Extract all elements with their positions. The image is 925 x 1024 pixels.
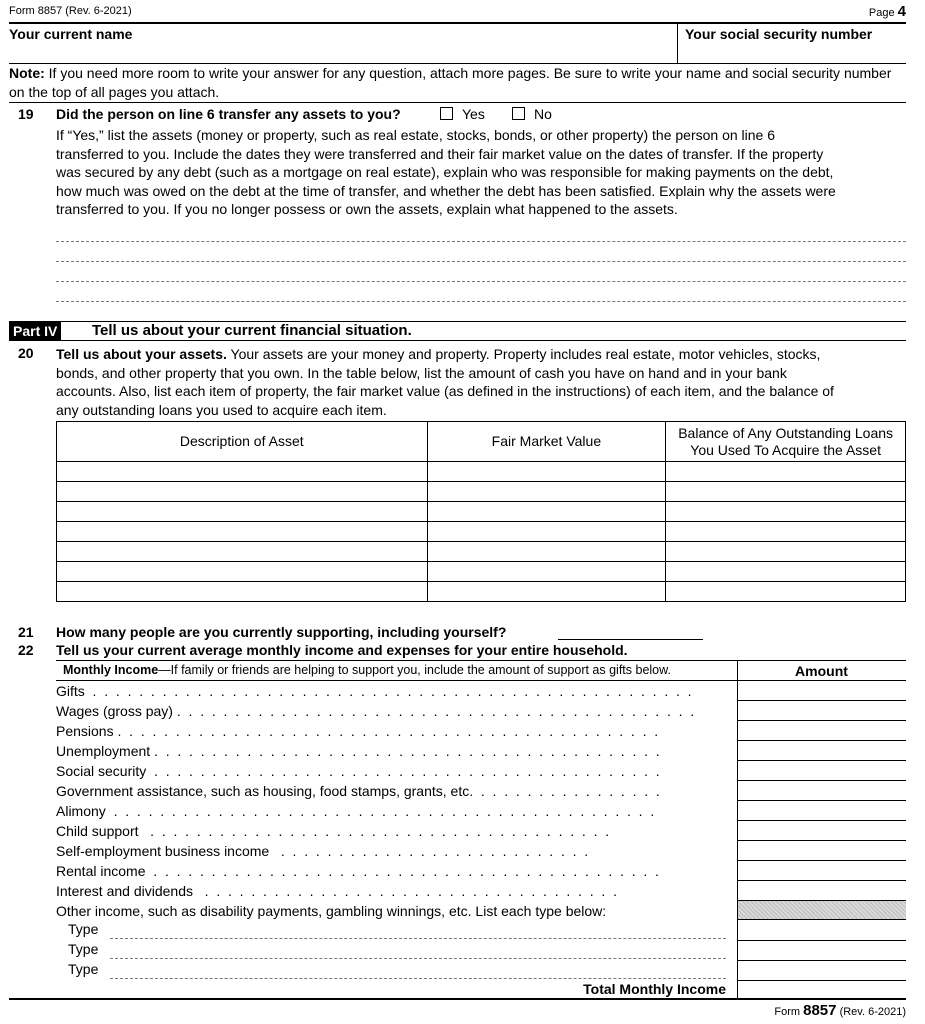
amount-pensions-field[interactable] — [737, 721, 906, 741]
footer-rev: (Rev. 6-2021) — [839, 1006, 906, 1018]
amount-alimony-field[interactable] — [737, 801, 906, 821]
asset-description-cell[interactable] — [57, 582, 428, 602]
income-table-top-rule — [56, 660, 906, 661]
type-input-line[interactable] — [110, 938, 726, 939]
asset-fmv-cell[interactable] — [427, 462, 666, 482]
asset-description-cell[interactable] — [57, 542, 428, 562]
income-row-rental: Rental income . . . . . . . . . . . . . . . . . . . . . . . . . . . . . . . . . . . . . . . . . . . . — [56, 863, 659, 879]
q19-no-checkbox[interactable] — [512, 107, 525, 120]
income-row-other: Other income, such as disability payments, gambling winnings, etc. List each type below: — [56, 903, 607, 919]
q19-line: transferred to you. Include the dates they were transferred and their fair market value on the dates of transfer. If the property — [56, 145, 824, 162]
amount-government-assistance-field[interactable] — [737, 781, 906, 801]
col-loans-header — [666, 422, 906, 462]
asset-loan-cell[interactable] — [666, 502, 906, 522]
amount-gifts-field[interactable] — [737, 681, 906, 701]
page-indicator — [869, 3, 906, 20]
table-row — [57, 462, 906, 482]
table-row — [57, 542, 906, 562]
q20-bold: Tell us about your assets. — [56, 346, 227, 362]
income-row-wages: Wages (gross pay) . . . . . . . . . . . . . . . . . . . . . . . . . . . . . . . . . . . . . . . . . . . . . — [56, 703, 695, 719]
asset-description-cell[interactable] — [57, 482, 428, 502]
footer-rule — [9, 998, 737, 1000]
asset-description-cell[interactable] — [57, 502, 428, 522]
form-revision: Form 8857 (Rev. 6-2021) — [9, 5, 132, 17]
income-row-child-support: Child support . . . . . . . . . . . . . . . . . . . . . . . . . . . . . . . . . . . . . . . . — [56, 823, 610, 839]
q20-line: bonds, and other property that you own. In the table below, list the amount of cash you have on hand and in your bank — [56, 364, 787, 381]
q19-answer-line[interactable] — [56, 301, 906, 302]
type-input-line[interactable] — [110, 978, 726, 979]
type-label: Type — [68, 961, 99, 977]
assets-table — [56, 421, 906, 602]
q19-answer-line[interactable] — [56, 261, 906, 262]
amount-rental-field[interactable] — [737, 861, 906, 881]
income-row-self-employment: Self-employment business income . . . . . . . . . . . . . . . . . . . . . . . . . . . — [56, 843, 589, 859]
asset-description-cell[interactable] — [57, 462, 428, 482]
note — [9, 64, 909, 101]
asset-loan-cell[interactable] — [666, 482, 906, 502]
amount-total-field[interactable] — [737, 981, 906, 1000]
q20-text — [56, 345, 834, 419]
q19-answer-line[interactable] — [56, 281, 906, 282]
people-supported-field[interactable] — [558, 622, 703, 640]
name-label: Your current name — [9, 26, 133, 42]
q19-line: was secured by any debt (such as a mortgage on real estate), explain who was responsible for making payments on the debt, — [56, 164, 834, 180]
table-row — [57, 482, 906, 502]
q19-yes-label: Yes — [462, 106, 485, 122]
q22-number: 22 — [18, 642, 34, 658]
amount-self-employment-field[interactable] — [737, 841, 906, 861]
name-ssn-divider — [677, 23, 678, 63]
col-loans-header-line1: Balance of Any Outstanding Loans — [678, 424, 894, 441]
asset-fmv-cell[interactable] — [427, 562, 666, 582]
table-row — [57, 562, 906, 582]
amount-social-security-field[interactable] — [737, 761, 906, 781]
income-row-unemployment: Unemployment . . . . . . . . . . . . . . . . . . . . . . . . . . . . . . . . . . . . . . . . . . . . — [56, 743, 660, 759]
note-text: If you need more room to write your answer for any question, attach more pages. Be sure to write your name and social security number on the top of all pages you attach. — [9, 65, 892, 100]
name-field[interactable] — [10, 40, 676, 62]
footer-form-id — [774, 1002, 906, 1019]
page-number: 4 — [897, 3, 906, 20]
amount-unemployment-field[interactable] — [737, 741, 906, 761]
col-fmv-header: Fair Market Value — [427, 422, 666, 462]
income-row-alimony: Alimony . . . . . . . . . . . . . . . . . . . . . . . . . . . . . . . . . . . . . . . . . . . . . . . — [56, 803, 655, 819]
q22-question: Tell us your current average monthly income and expenses for your entire household. — [56, 642, 628, 658]
q20-number: 20 — [18, 345, 34, 361]
part4-title: Tell us about your current financial situation. — [92, 322, 412, 339]
income-row-pensions: Pensions . . . . . . . . . . . . . . . . . . . . . . . . . . . . . . . . . . . . . . . . . . . . . . . — [56, 723, 659, 739]
amount-header: Amount — [795, 663, 848, 679]
asset-description-cell[interactable] — [57, 522, 428, 542]
q21-number: 21 — [18, 624, 34, 640]
asset-loan-cell[interactable] — [666, 562, 906, 582]
note-label: Note: — [9, 65, 45, 81]
total-monthly-income-label: Total Monthly Income — [583, 981, 726, 997]
asset-fmv-cell[interactable] — [427, 542, 666, 562]
note-rule — [9, 102, 906, 103]
page-prefix: Page — [868, 7, 895, 19]
table-row — [57, 582, 906, 602]
q20-line: any outstanding loans you used to acquire each item. — [56, 401, 387, 418]
type-input-line[interactable] — [110, 958, 726, 959]
col-description-header: Description of Asset — [57, 422, 428, 462]
ssn-field[interactable] — [680, 40, 904, 62]
q19-instructions — [56, 126, 836, 219]
q19-number: 19 — [18, 106, 34, 122]
income-row-interest-dividends: Interest and dividends . . . . . . . . . . . . . . . . . . . . . . . . . . . . . . . . . . . . — [56, 883, 617, 899]
type-label: Type — [68, 941, 99, 957]
amount-type-field[interactable] — [737, 941, 906, 961]
asset-loan-cell[interactable] — [666, 522, 906, 542]
monthly-income-note: —If family or friends are helping to support you, include the amount of support as gifts below. — [158, 663, 671, 677]
table-row — [57, 522, 906, 542]
asset-fmv-cell[interactable] — [427, 522, 666, 542]
income-row-gifts: Gifts . . . . . . . . . . . . . . . . . . . . . . . . . . . . . . . . . . . . . . . . . . . . . . . . . . . . — [56, 683, 692, 699]
q20-line: accounts. Also, list each item of property, the fair market value (as defined in the instructions) of each item, and the balance of — [56, 383, 834, 399]
income-row-social-security: Social security . . . . . . . . . . . . . . . . . . . . . . . . . . . . . . . . . . . . . . . . . . . . — [56, 763, 660, 779]
amount-type-field[interactable] — [737, 961, 906, 981]
ssn-label: Your social security number — [685, 26, 873, 42]
asset-description-cell[interactable] — [57, 562, 428, 582]
q19-line: transferred to you. If you no longer possess or own the assets, explain what happened to the assets. — [56, 201, 678, 217]
asset-fmv-cell[interactable] — [427, 482, 666, 502]
col-loans-header-line2: You Used To Acquire the Asset — [690, 441, 881, 458]
asset-fmv-cell[interactable] — [427, 582, 666, 602]
monthly-income-label: Monthly Income — [63, 663, 159, 677]
q21-question: How many people are you currently supporting, including yourself? — [56, 624, 507, 640]
part4-bottom-rule — [9, 340, 906, 341]
header-rule — [9, 22, 906, 24]
asset-loan-cell[interactable] — [666, 462, 906, 482]
asset-loan-cell[interactable] — [666, 582, 906, 602]
amount-interest-field[interactable] — [737, 881, 906, 901]
q19-yes-checkbox[interactable] — [440, 107, 453, 120]
amount-child-support-field[interactable] — [737, 821, 906, 841]
income-row-government-assistance: Government assistance, such as housing, food stamps, grants, etc. . . . . . . . . . . . . . . . . — [56, 783, 660, 799]
q19-answer-line[interactable] — [56, 241, 906, 242]
part4-badge: Part IV — [9, 322, 61, 340]
footer-form-number: 8857 — [803, 1002, 837, 1019]
type-label: Type — [68, 921, 99, 937]
table-row — [57, 502, 906, 522]
amount-other-shaded — [738, 901, 906, 920]
assets-header-row — [57, 422, 906, 462]
asset-fmv-cell[interactable] — [427, 502, 666, 522]
q20-line: Your assets are your money and property. Property includes real estate, motor vehicles, stocks, — [230, 346, 821, 362]
monthly-income-header — [63, 663, 671, 677]
footer-prefix: Form — [774, 1006, 801, 1018]
amount-wages-field[interactable] — [737, 701, 906, 721]
q19-no-label: No — [534, 106, 552, 122]
q19-question: Did the person on line 6 transfer any assets to you? — [56, 106, 401, 122]
asset-loan-cell[interactable] — [666, 542, 906, 562]
amount-type-field[interactable] — [737, 921, 906, 941]
q19-line: how much was owed on the debt at the time of transfer, and whether the debt has been satisfied. Explain why the assets were — [56, 182, 836, 199]
q19-line: If “Yes,” list the assets (money or property, such as real estate, stocks, bonds, or other property) the person on line 6 — [56, 127, 776, 143]
